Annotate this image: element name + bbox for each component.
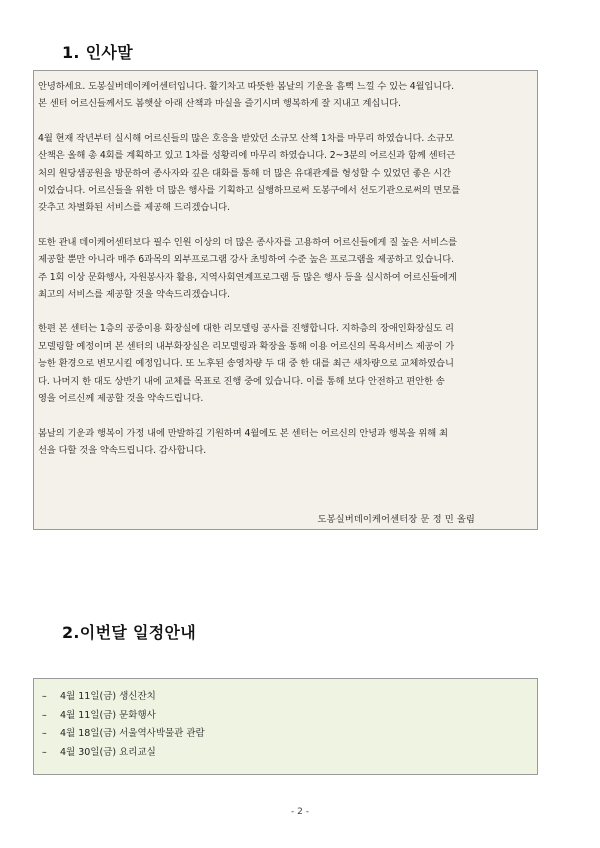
paragraph-line: 영을 어르신께 제공할 것을 약속드립니다. <box>38 393 204 405</box>
paragraph-line: 또한 관내 데이케어센터보다 필수 인원 이상의 더 많은 종사자를 고용하여 어르신들에게 질 높은 서비스를 <box>38 236 457 248</box>
signature: 도봉실버데이케어센터장 문 정 민 올림 <box>317 514 475 525</box>
schedule-box <box>33 678 538 775</box>
section-title-greeting: 1. 인사말 <box>62 43 133 62</box>
paragraph-line: 능한 환경으로 변모시킬 예정입니다. 또 노후된 송영차량 두 대 중 한 대를 최근 새차량으로 교체하였습니 <box>38 358 454 370</box>
list-dash: – <box>42 691 47 702</box>
schedule-item-text: 4월 11일(금) 생신잔치 <box>60 691 156 702</box>
list-dash: – <box>42 746 47 758</box>
paragraph-line: 모델링할 예정이며 본 센터의 내부화장실은 리모델링과 확장을 통해 이용 어르신의 목욕서비스 제공이 가 <box>38 340 455 352</box>
greeting-paragraph <box>38 234 533 304</box>
greeting-paragraph <box>38 130 533 217</box>
paragraph-line: 갖추고 차별화된 서비스를 제공해 드리겠습니다. <box>38 202 230 214</box>
paragraph-line: 다. 나머지 한 대도 상반기 내에 교체를 목표로 진행 중에 있습니다. 이를 통해 보다 안전하고 편안한 송 <box>38 375 445 387</box>
schedule-item <box>42 725 537 744</box>
schedule-item-text: 4월 18일(금) 서울역사박물관 관람 <box>60 728 205 739</box>
paragraph-line: 제공할 뿐만 아니라 매주 6과목의 외부프로그램 강사 초빙하여 수준 높은 프로그램을 제공하고 있습니다. <box>38 254 454 266</box>
schedule-item <box>42 707 537 726</box>
paragraph-line: 한편 본 센터는 1층의 공중이용 화장실에 대한 리모델링 공사를 진행합니다. 지하층의 장애인화장실도 리 <box>38 323 454 335</box>
greeting-body <box>38 78 533 459</box>
schedule-item-text: 4월 11일(금) 문화행사 <box>60 709 156 721</box>
schedule-item <box>42 744 537 763</box>
paragraph-line: 주 1회 이상 문화행사, 자원봉사자 활용, 지역사회연계프로그램 등 많은 행사 등을 실시하여 어르신들에게 <box>38 271 457 283</box>
paragraph-line: 이었습니다. 어르신들을 위한 더 많은 행사를 기획하고 실행하므로써 도봉구에서 선도기관으로써의 면모를 <box>38 185 461 197</box>
greeting-paragraph <box>38 78 533 113</box>
list-dash: – <box>42 709 47 721</box>
list-dash: – <box>42 728 47 739</box>
paragraph-line: 산책은 올해 총 4회를 계획하고 있고 1차를 성황리에 마무리 하였습니다. 2~3분의 어르신과 함께 센터근 <box>38 150 456 162</box>
paragraph-line: 봄날의 기운과 행복이 가정 내에 만발하길 기원하며 4월에도 본 센터는 어르신의 안녕과 행복을 위해 최 <box>38 427 448 439</box>
page-number: - 2 - <box>291 807 309 817</box>
schedule-item <box>42 688 537 707</box>
paragraph-line: 처의 원당샘공원을 방문하여 종사자와 깊은 대화를 통해 더 많은 유대관계를 형성할 수 있었던 좋은 시간 <box>38 167 451 179</box>
paragraph-line: 본 센터 어르신들께서도 봄햇살 아래 산책과 마실을 즐기시며 행복하게 잘 지내고 계십니다. <box>38 98 401 110</box>
paragraph-line: 4월 현재 작년부터 실시해 어르신들의 많은 호응을 받았던 소규모 산책 1차를 마무리 하였습니다. 소규모 <box>38 132 454 144</box>
paragraph-line: 안녕하세요. 도봉실버데이케어센터입니다. 활기차고 따뜻한 봄날의 기운을 흠뻑 느낄 수 있는 4월입니다. <box>38 81 454 92</box>
greeting-paragraph <box>38 320 533 407</box>
greeting-paragraph <box>38 425 533 460</box>
paragraph-line: 최고의 서비스를 제공할 것을 약속드리겠습니다. <box>38 289 230 301</box>
section-title-schedule: 2.이번달 일정안내 <box>62 623 196 642</box>
paragraph-line: 선을 다할 것을 약속드립니다. 감사합니다. <box>38 444 207 456</box>
schedule-list <box>42 688 537 762</box>
greeting-box <box>33 70 538 530</box>
schedule-item-text: 4월 30일(금) 요리교실 <box>60 746 156 758</box>
